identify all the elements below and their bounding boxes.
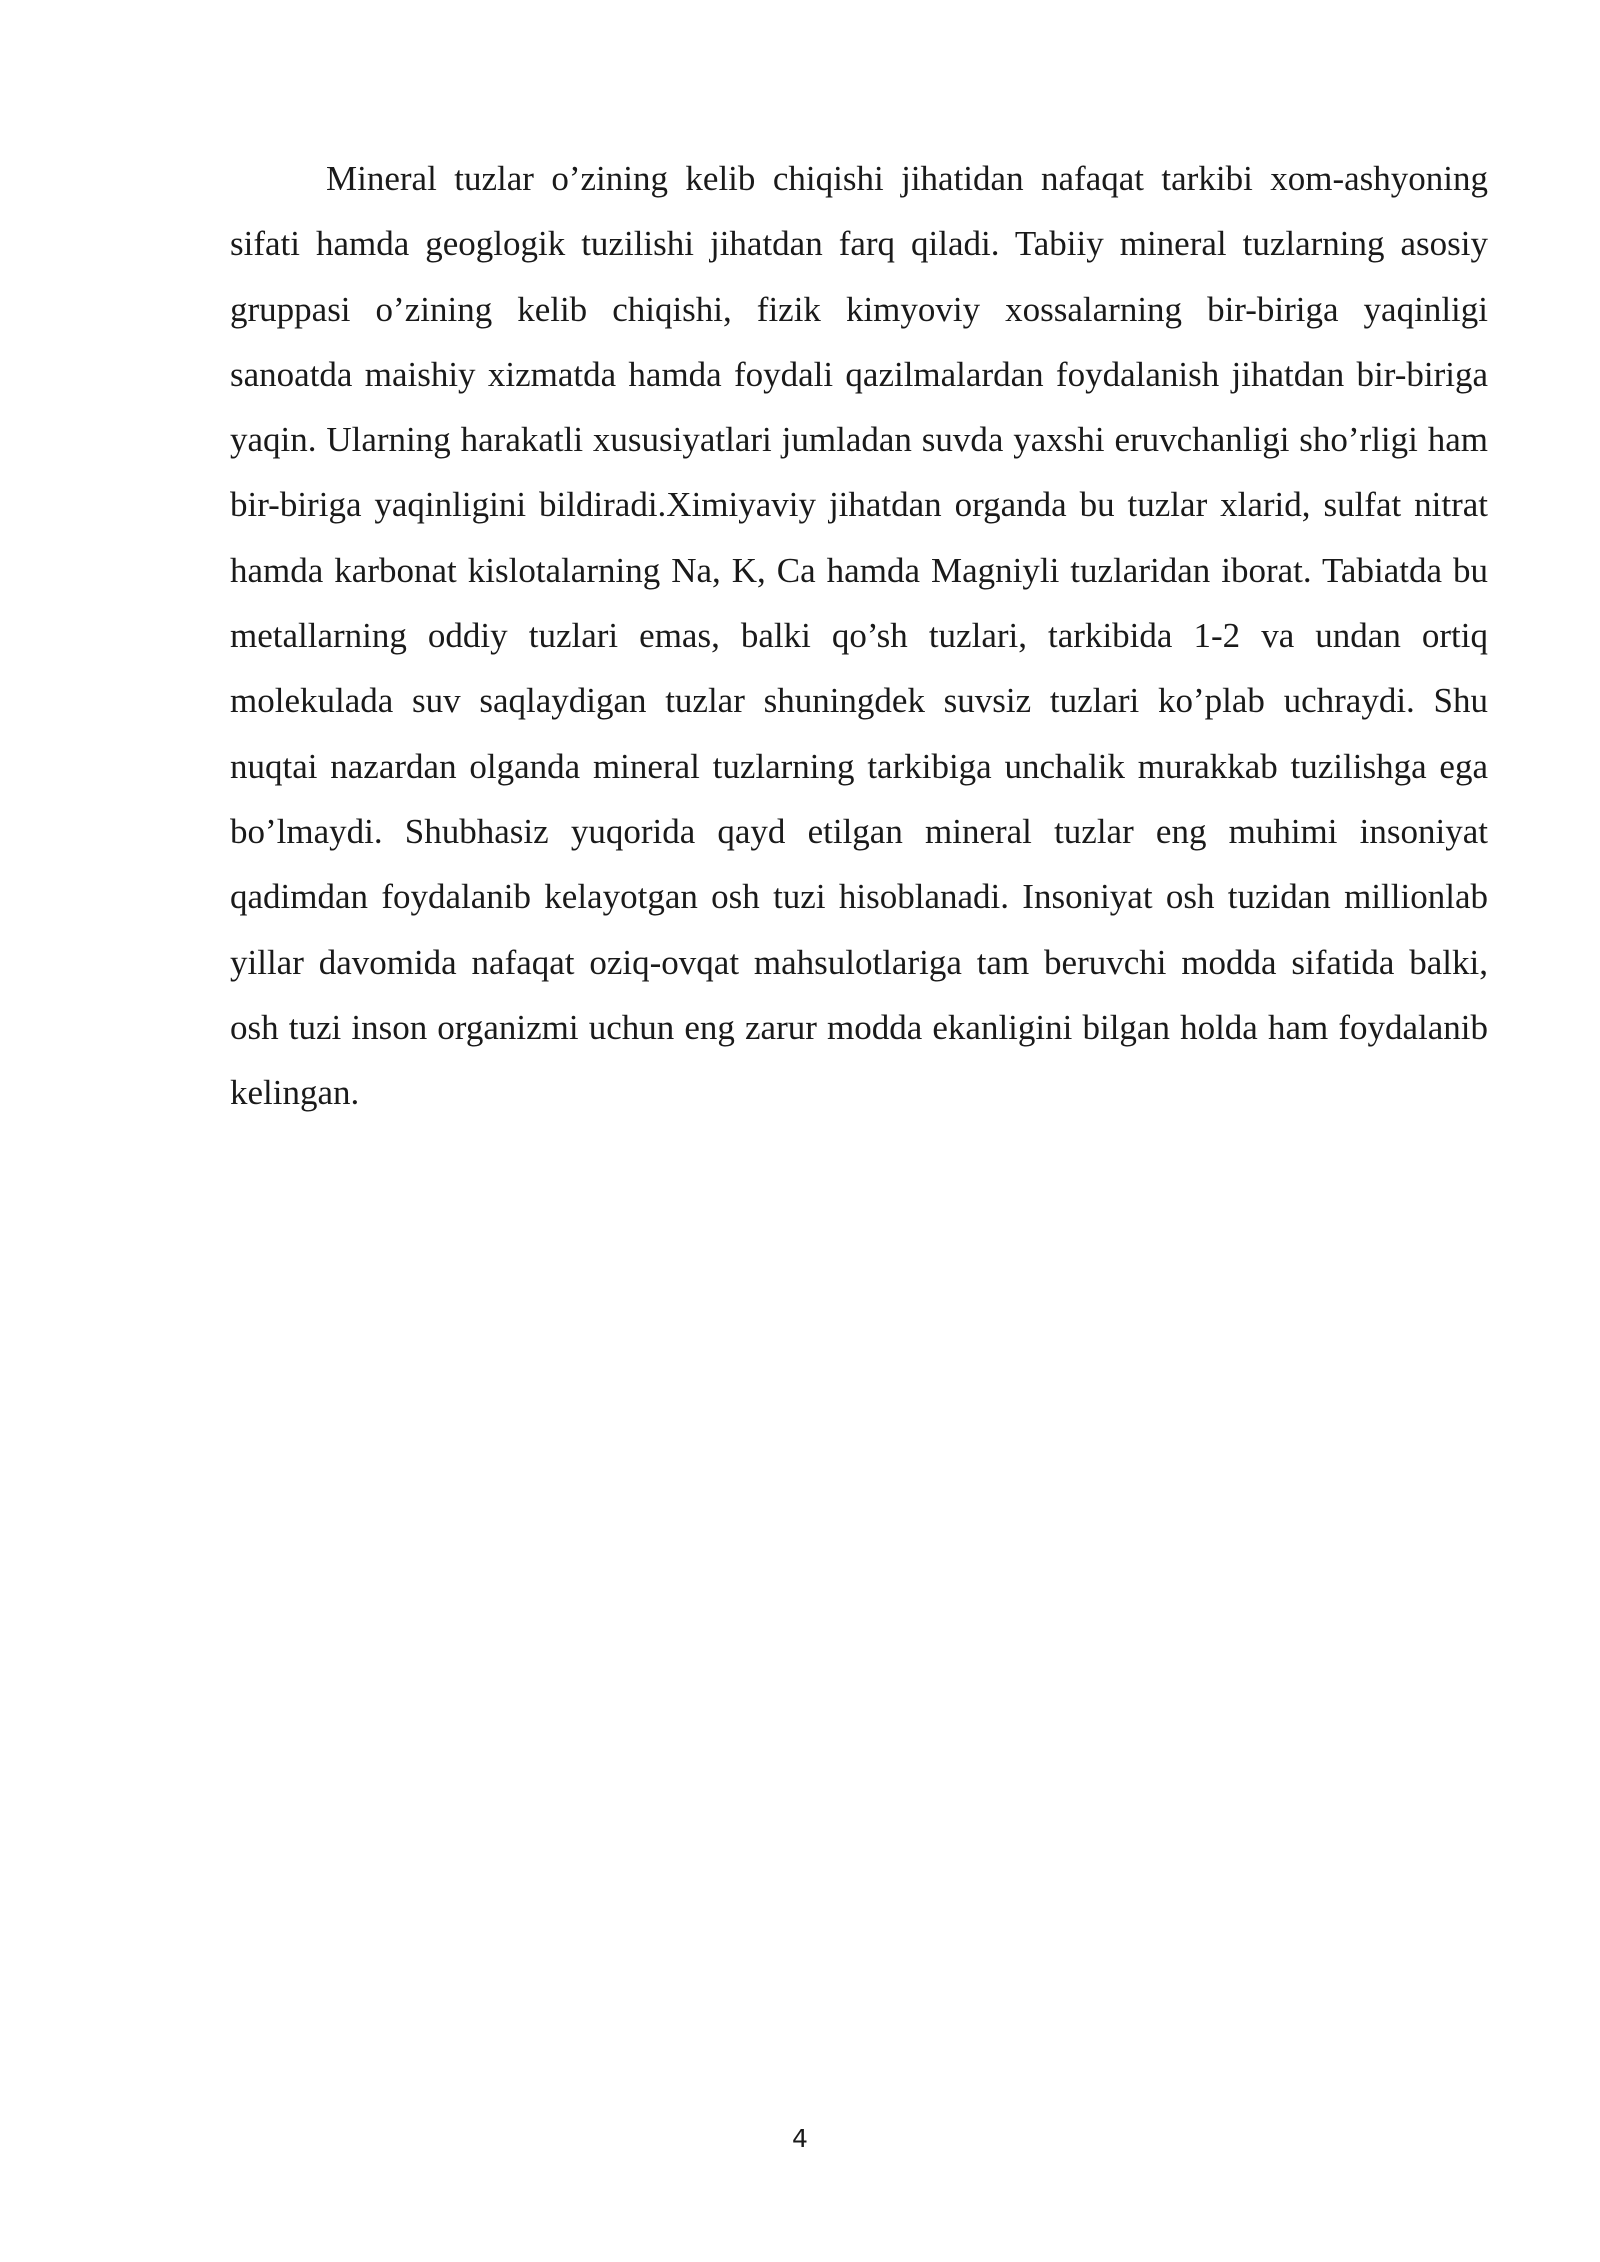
body-paragraph: Mineral tuzlar o’zining kelib chiqishi jihatidan nafaqat tarkibi xom-ashyoning sifati hamda geoglogik tuzilishi jihatdan farq qiladi. Tabiiy mineral tuzlarning asosiy gruppasi o’zining kelib chiqishi, fizik kimyoviy xossalarning bir-biriga yaqinligi sanoatda maishiy xizmatda hamda foydali qazilmalardan foydalanish jihatdan bir-biriga yaqin. Ularning harakatli xususiyatlari jumladan suvda yaxshi eruvchanligi sho’rligi ham bir-biriga yaqinligini bildiradi.Ximiyaviy jihatdan organda bu tuzlar xlarid, sulfat nitrat hamda karbonat kislotalarning Na, K, Ca hamda Magniyli tuzlaridan iborat. Tabiatda bu metallarning oddiy tuzlari emas, balki qo’sh tuzlari, tarkibida 1-2 va undan ortiq molekulada suv saqlaydigan tuzlar shuningdek suvsiz tuzlari ko’plab uchraydi. Shu nuqtai nazardan olganda mineral tuzlarning tarkibiga unchalik murakkab tuzilishga ega bo’lmaydi. Shubhasiz yuqorida qayd etilgan mineral tuzlar eng muhimi insoniyat qadimdan foydalanib kelayotgan osh tuzi hisoblanadi. Insoniyat osh tuzidan millionlab yillar davomida nafaqat oziq-ovqat mahsulotlariga tam beruvchi modda sifatida balki, osh tuzi inson organizmi uchun eng zarur modda ekanligini bilgan holda ham foydalanib kelingan. (230, 159, 1488, 1113)
page-number: 4 (792, 2124, 808, 2153)
